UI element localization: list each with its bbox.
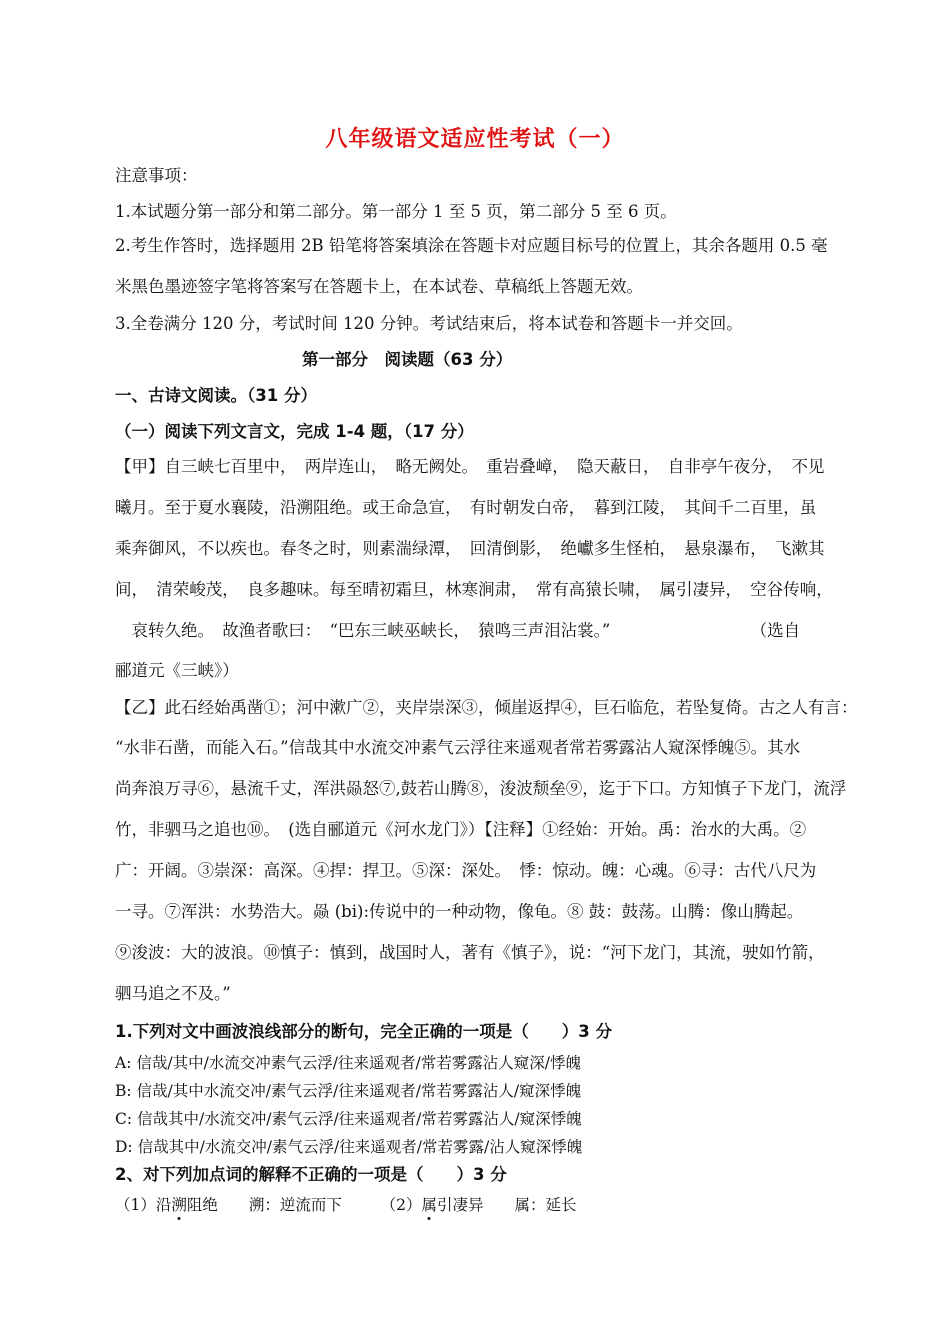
passage-jia-line: 哀转久绝。 故渔者歌曰： “巴东三峡巫峡长， 猿鸣三声泪沾裳。” （选自	[115, 621, 801, 640]
question-1-option-c: C: 信哉其中/水流交冲/素气云浮/往来遥观者/常若雾露沾人/窥深悸魄	[115, 1110, 582, 1128]
q2-item1-dotted-word: 溯	[171, 1196, 187, 1214]
question-2-items	[115, 1195, 577, 1215]
question-1-option-d: D: 信哉其中/水流交冲/素气云浮/往来遥观者/常若雾露/沾人窥深悸魄	[115, 1138, 583, 1156]
question-1-stem: 1.下列对文中画波浪线部分的断句，完全正确的一项是（ ）3 分	[115, 1022, 612, 1041]
q2-item2-suffix: 引凄异 属：延长	[437, 1196, 577, 1214]
passage-yi-line: 驷马追之不及。”	[115, 984, 231, 1003]
notes-item-2a: 2.考生作答时，选择题用 2B 铅笔将答案填涂在答题卡对应题目标号的位置上，其余各题用 0.5 毫	[115, 236, 828, 255]
question-1-option-a: A: 信哉/其中/水流交冲素气云浮/往来遥观者/常若雾露沾人窥深/悸魄	[115, 1054, 581, 1072]
passage-yi-line: 一寻。⑦浑洪：水势浩大。赑 (bi):传说中的一种动物，像龟。⑧ 鼓：鼓荡。山腾：像山腾起。	[115, 902, 804, 921]
q2-item1-suffix: 阻绝 溯：逆流而下	[186, 1196, 389, 1214]
passage-yi-line: 尚奔浪万寻⑥，悬流千丈，浑洪赑怒⑦,鼓若山腾⑧，浚波颓垒⑨，迄于下口。方知慎子下龙门，流浮	[115, 779, 847, 798]
exam-title: 八年级语文适应性考试（一）	[325, 127, 625, 152]
q2-item2-dotted-word: 属	[421, 1196, 438, 1214]
passage-yi-line: “水非石凿，而能入石。”信哉其中水流交冲素气云浮往来遥观者常若雾露沾人窥深悸魄⑤。其水	[115, 738, 801, 757]
passage-jia-line: 间， 清荣峻茂， 良多趣味。每至晴初霜旦，林寒涧肃， 常有高猿长啸， 属引凄异， 空谷传响，	[115, 580, 833, 599]
subsection1-heading: （一）阅读下列文言文，完成 1-4 题，（17 分）	[115, 422, 474, 441]
passage-jia-line: 郦道元《三峡》）	[115, 661, 239, 680]
q2-item1-prefix: （1）沿	[115, 1196, 172, 1214]
notes-item-3: 3.全卷满分 120 分，考试时间 120 分钟。考试结束后，将本试卷和答题卡一并交回。	[115, 314, 743, 333]
question-2-stem: 2、对下列加点词的解释不正确的一项是（ ）3 分	[115, 1165, 507, 1184]
part1-heading: 第一部分 阅读题（63 分）	[302, 350, 513, 369]
passage-jia-line: 乘奔御风，不以疾也。春冬之时，则素湍绿潭， 回清倒影， 绝巘多生怪柏， 悬泉瀑布， 飞漱其	[115, 539, 825, 558]
question-1-option-b: B: 信哉/其中水流交冲/素气云浮/往来遥观者/常若雾露沾人/窥深悸魄	[115, 1082, 582, 1100]
notes-heading: 注意事项：	[115, 166, 198, 185]
passage-yi-line: 竹，非驷马之追也⑩。 (选自郦道元《河水龙门》）【注释】①经始：开始。禹：治水的大禹。②	[115, 820, 807, 839]
passage-yi-line: ⑨浚波：大的波浪。⑩慎子：慎到，战国时人，著有《慎子》，说：“河下龙门，其流，驶如竹箭，	[115, 943, 825, 962]
notes-item-2b: 米黑色墨迹签字笔将答案写在答题卡上，在本试卷、草稿纸上答题无效。	[115, 277, 643, 296]
passage-yi-line: 广：开阔。③崇深：高深。④捍：捍卫。⑤深：深处。 悸：惊动。魄：心魂。⑥寻：古代八尺为	[115, 861, 817, 880]
passage-yi-line: 【乙】此石经始禹凿①；河中漱广②，夹岸崇深③，倾崖返捍④，巨石临危，若坠复倚。古之人有言：	[115, 698, 858, 717]
passage-jia-line: 【甲】自三峡七百里中， 两岸连山， 略无阙处。 重岩叠嶂， 隐天蔽日， 自非亭午夜分， 不见	[115, 457, 825, 476]
notes-item-1: 1.本试题分第一部分和第二部分。第一部分 1 至 5 页，第二部分 5 至 6 页。	[115, 202, 677, 221]
q2-item2-prefix: （2）	[388, 1196, 422, 1214]
passage-jia-line: 曦月。至于夏水襄陵，沿溯阻绝。或王命急宣， 有时朝发白帝， 暮到江陵， 其间千二百里，虽	[115, 498, 817, 517]
section1-heading: 一、古诗文阅读。（31 分）	[115, 386, 317, 405]
